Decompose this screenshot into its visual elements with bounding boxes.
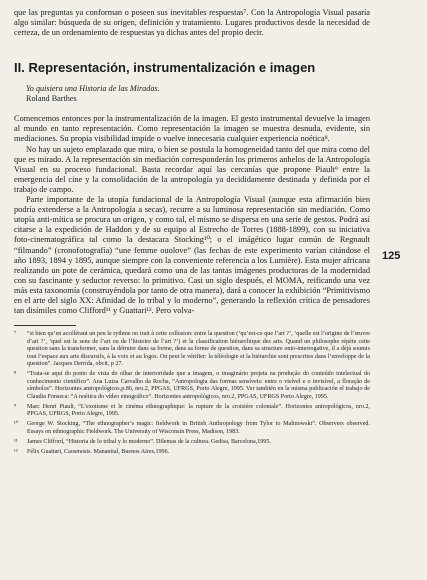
body-paragraph-3: Parte importante de la utopía fundacional de la Antropología Visual (aunque esta afirmación bien podría extenderse a la Antropología a secas), recurre a su luminosa representación sin mediación. Como utopía anti-mítica se procura un origen, y como tal, el mismo se dispersa en una serie de gestos. Podrá así citarse a la expedición de Haddon y de su equipo al Estrecho de Torres (1888-1899), con su iniciativa foto-cinematográfica tal como la destacara Stocking¹⁰; o el imágético lugar común de Regnault “filmando” (cronofotografía) “une femme ouolove” (las fechas de este experimento varían citándose el año 1893, 1894 y 1895, aunque siempre con la conveniente referencia a los Lumière). Esta mujer africana realizando un pote de cerámica, quedará como una de las tantas imágenes productoras de la modernidad con su fascinante y seductor reverso: lo primitivo. Casi un siglo después, el MOMA, reificando una vez más esta taxonomía (construyéndola por tanto de otra manera), dará a conocer la exhibición “Primitivismo en el arte del siglo XX: Afinidad de lo tribal y lo moderno”, generando la reflexión crítica de pensadores tan disímiles como Clifford¹¹ y Guattari¹². Pero volva-: [14, 195, 370, 316]
intro-paragraph: que las preguntas ya conforman o poseen sus inevitables respuestas⁷. Con la Antropología Visual pasaría algo similar: búsqueda de su origen, definición y tratamiento. Lugares productivos desde la necesidad de certeza, de un ordenamiento de respuestas ya dichas antes del propio decir.: [14, 8, 370, 38]
footnote-text: “Trata-se aqui do ponto de vista do olhar de interioridade que a imagem, o imaginário projeta na produção do conteúdo intelectual do conhecimento científico”. Ana Luiza Carvalho da Rocha, “Antropologia das formas sensíveis: entre o visível e o invisível, a floração de símbolos”. Horizontes antropológicos,p.86, nro.2, PPGAS, UFRGS, Porto Alegre, 1995. Ver también en la misma publicación el trabajo de Claudia Fonseca: “A noética do vídeo etnográfico”. Horizontes antropológicos, nro.2, PPGAS, UFRGS Porto Alegre, 1995.: [27, 371, 370, 400]
footnote-number: ¹⁰: [14, 421, 19, 428]
section-heading: II. Representación, instrumentalización e imagen: [14, 60, 316, 76]
page-number: 125: [382, 250, 401, 262]
footnote-11: [14, 439, 370, 447]
footnote-9: [14, 404, 370, 419]
footnote-text: Félix Guattari, Caosmosis. Manantial, Buenos Aires,1996.: [27, 448, 170, 455]
footnote-text: Marc Henri Piault, “L’exotisme et le cinéma ethnographique: la rupture de la croisière coloniale”. Horizontes antropológicos, nro.2, PPGAS, UFRGS, Porto Alegre, 1995.: [27, 403, 370, 418]
footnote-number: ¹²: [14, 448, 18, 455]
footnote-number: ⁸: [14, 371, 17, 378]
epigraph-quote: Yo quisiera una Historia de las Miradas.: [26, 84, 160, 94]
footnote-8: [14, 371, 370, 401]
epigraph: [26, 84, 370, 104]
epigraph-author: Roland Barthes: [26, 94, 77, 104]
footnotes: [14, 331, 370, 456]
footnote-12: [14, 449, 370, 457]
footnote-number: ⁹: [14, 403, 17, 410]
footnote-7: [14, 331, 370, 369]
footnote-number: ⁷: [14, 331, 17, 338]
footnote-text: “si bien qu’en accélérant un peu le rythme on irait à cette collusion: entre la question (‘qu’est-ce que l’art ?’, ‘quelle est l’origine de l’œuvre d’art ?’, ‘quel est le sens de l’art ou de l’histoire de l’art ?’) et la classification hiérarchique des arts. Quand un philosophe répète cette question sans la transformer, sans la détruire dans sa forme, dans sa forme de question, dans sa structure onto-interrogative, il a déjà soumis tout l’espace aux arts discursifs, à la voix et au logos. On peut le vérifier: la téléologie et la hiérarchie sont prescrites dans l’enveloppe de la question”. Jacques Derrida, obcit, p 27.: [27, 331, 370, 368]
footnote-10: [14, 421, 370, 436]
footnote-divider: [14, 325, 76, 326]
footnote-text: James Clifford, “Historia de lo tribal y lo moderno”. Dilemas de la cultura. Gedisa, Barcelona,1995.: [27, 438, 271, 445]
body-paragraph-1: Comencemos entonces por la instrumentalización de la imagen. El gesto instrumental devuelve la imagen al mundo en tanto representación. Como representación la imagen se muestra desnuda, evidente, sin mediaciones. Su propia visibilidad impide o vuelve innecesaria cualquier experiencia noética⁸.: [14, 114, 370, 144]
body-paragraph-2: No hay un sujeto emplazado que mira, o bien se postula la homogeneidad tanto del que mira como del que es mirado. A la representación sin mediación corresponderán los primeros anhelos de la Antropología Visual en su proceso fundacional. Basta recordar aquí las cercanías que propone Piault⁹ entre la emergencia del cine y la consolidación de la antropología ya decididamente destinada y definida por el trabajo de campo.: [14, 144, 370, 194]
book-page: [14, 8, 370, 459]
footnote-number: ¹¹: [14, 438, 18, 445]
footnote-text: George W. Stocking, “The ethnographer’s magic: fieldwork in British Anthropology from Tylor to Malinowski”. Observers observed. Essays on ethnographic Fieldwork. The University of Wisconsin Press, Madison, 1983.: [27, 421, 370, 435]
